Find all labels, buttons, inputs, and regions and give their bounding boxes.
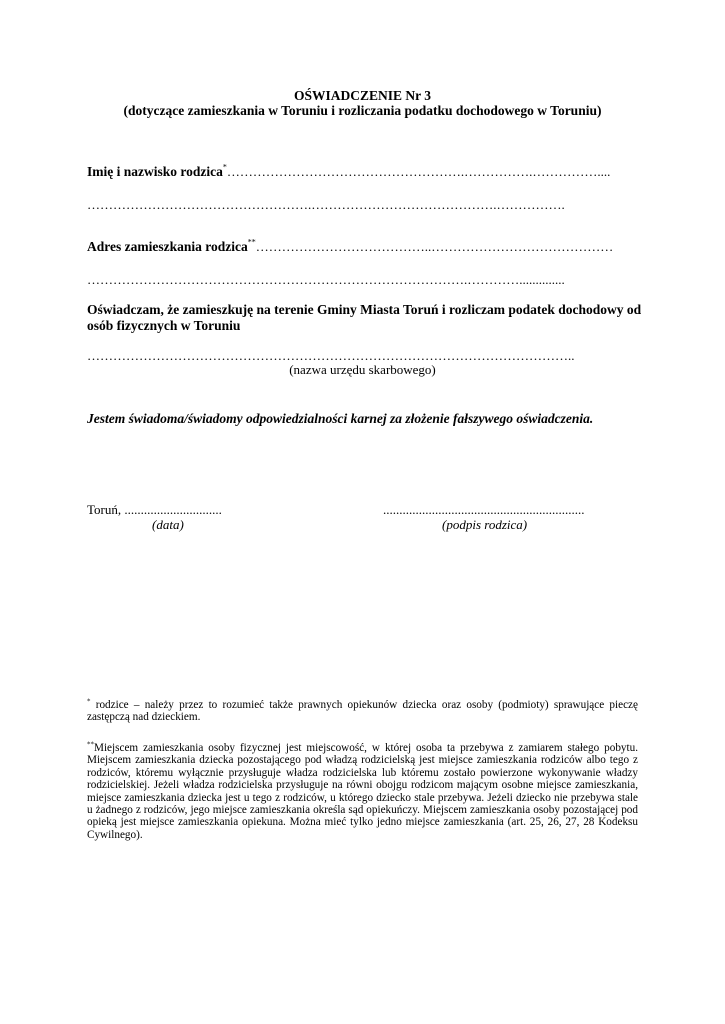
date-field[interactable]: Toruń, .............................. [87, 502, 222, 517]
footnote-2-marker: ** [87, 740, 94, 749]
parent-name-label: Imię i nazwisko rodzica [87, 164, 223, 179]
footnote-1-marker: * [87, 697, 91, 706]
parent-name-footnote-marker: * [222, 162, 227, 172]
document-title: OŚWIADCZENIE Nr 3 [293, 88, 432, 103]
parent-address-field-line2[interactable]: …………………………………………………………………………….………….............. [87, 272, 565, 287]
signature-field[interactable]: .............................................................. [383, 502, 585, 517]
footnote-2 [87, 742, 638, 841]
liability-statement: Jestem świadoma/świadomy odpowiedzialności karnej za złożenie fałszywego oświadczenia. [87, 411, 594, 426]
declaration-line2: osób fizycznych w Toruniu [87, 318, 241, 333]
declaration-line1: Oświadczam, że zamieszkuję na terenie Gminy Miasta Toruń i rozliczam podatek dochodowy od [87, 302, 642, 317]
footnote-1-text: rodzice – należy przez to rozumieć także prawnych opiekunów dziecka oraz osoby (podmioty) sprawujące pieczę zastępczą nad dzieckiem. [87, 699, 638, 724]
parent-name-field-line2[interactable]: …………………………………………….…………………………………….……………. [87, 197, 565, 212]
tax-office-caption: (nazwa urzędu skarbowego) [289, 362, 436, 377]
signature-caption: (podpis rodzica) [442, 517, 528, 532]
parent-name-field[interactable]: ……………………………………………….…………….…………….... [226, 164, 611, 179]
tax-office-field[interactable]: ………………………………………………………………………………………………….. [87, 348, 575, 363]
parent-address-label: Adres zamieszkania rodzica [87, 239, 248, 254]
parent-address-field[interactable]: …………………………………..…………………………………… [255, 239, 614, 254]
parent-address-row [87, 238, 613, 256]
date-caption: (data) [152, 517, 184, 532]
parent-name-row [87, 163, 610, 181]
parent-address-footnote-marker: ** [247, 237, 256, 247]
document-subtitle: (dotyczące zamieszkania w Toruniu i rozliczania podatku dochodowego w Toruniu) [123, 103, 602, 118]
footnote-2-text: Miejscem zamieszkania osoby fizycznej jest miejscowość, w której osoba ta przebywa z zamiarem stałego pobytu. Miejscem zamieszkania dziecka pozostającego pod władzą rodzicielską jest miejsce zamieszkania rodziców albo tego z rodziców, któremu wyłącznie przysługuje władza rodzicielska lub któremu zostało powierzone wykonywanie władzy rodzicielskiej. Jeżeli władza rodzicielska przysługuje na równi obojgu rodzicom mającym osobne miejsce zamieszkania, miejsce zamieszkania dziecka jest u tego z rodziców, u którego dziecko stale przebywa. Jeżeli dziecko nie przebywa stale u żadnego z rodziców, jego miejsce zamieszkania określa sąd opiekuńczy. Miejscem zamieszkania osoby pozostającej pod opieką jest miejsce zamieszkania opiekuna. Można mieć tylko jedno miejsce zamieszkania (art. 25, 26, 27, 28 Kodeksu Cywilnego). [87, 742, 638, 841]
footnote-1 [87, 699, 638, 724]
